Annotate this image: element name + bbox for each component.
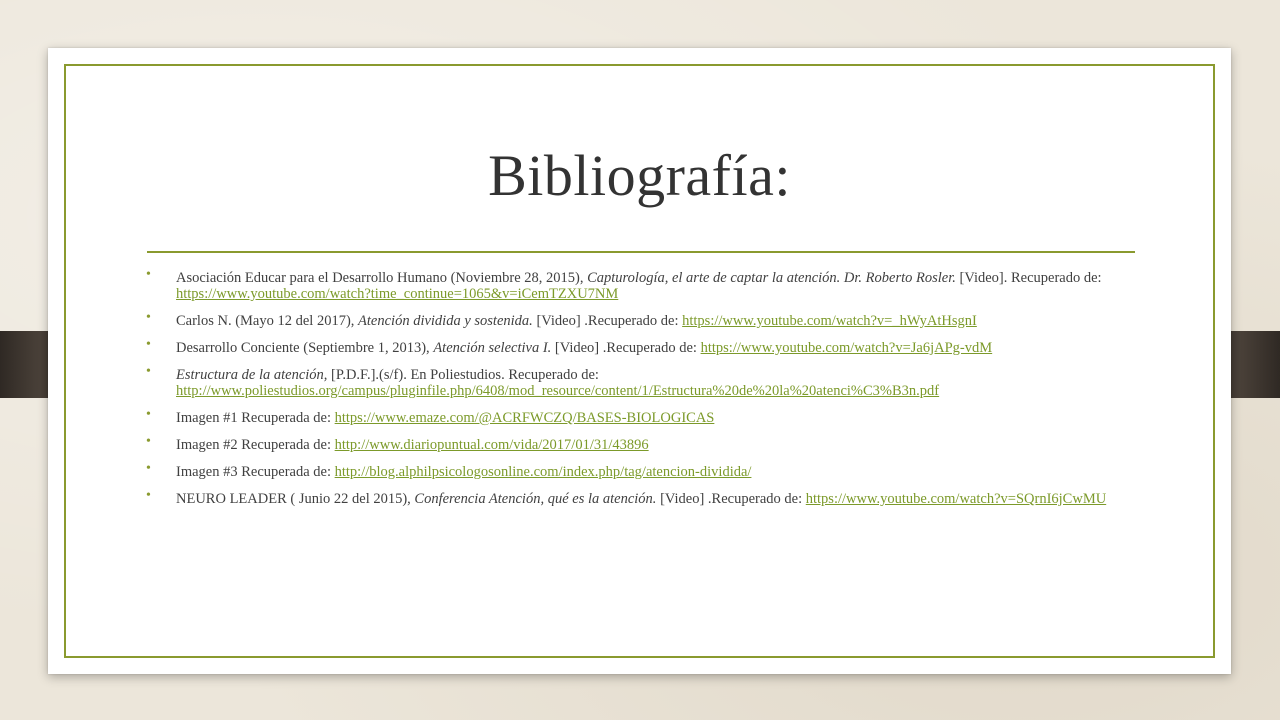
reference-item	[146, 437, 1146, 453]
reference-text: Imagen #2 Recuperada de:	[176, 437, 335, 453]
reference-item	[146, 410, 1146, 426]
reference-item	[146, 313, 1146, 329]
reference-link[interactable]: http://www.poliestudios.org/campus/pluginfile.php/6408/mod_resource/content/1/Estructura%20de%20la%20atenci%C3%B3n.pdf	[176, 383, 940, 399]
reference-text: Asociación Educar para el Desarrollo Humano (Noviembre 28, 2015),	[176, 270, 588, 286]
reference-text: Imagen #3 Recuperada de:	[176, 464, 335, 480]
reference-text: [Video] .Recuperado de:	[532, 313, 683, 329]
reference-link[interactable]: http://www.diariopuntual.com/vida/2017/01/31/43896	[334, 437, 649, 453]
title-divider	[147, 251, 1135, 253]
reference-text: Imagen #1 Recuperada de:	[176, 410, 335, 426]
reference-item	[146, 367, 1146, 399]
slide-title: Bibliografía:	[488, 143, 791, 208]
reference-title: Atención dividida y sostenida.	[358, 313, 533, 329]
reference-text: Desarrollo Conciente (Septiembre 1, 2013),	[176, 340, 434, 356]
reference-text: [Video]. Recuperado de:	[955, 270, 1102, 286]
reference-text: [Video] .Recuperado de:	[551, 340, 701, 356]
reference-title: Atención selectiva I.	[433, 340, 552, 356]
reference-link[interactable]: https://www.emaze.com/@ACRFWCZQ/BASES-BIOLOGICAS	[334, 410, 715, 426]
reference-text: [P.D.F.].(s/f). En Poliestudios. Recuperado de:	[327, 367, 599, 383]
reference-link[interactable]: https://www.youtube.com/watch?time_continue=1065&v=iCemTZXU7NM	[176, 286, 619, 302]
reference-link[interactable]: https://www.youtube.com/watch?v=_hWyAtHsgnI	[682, 313, 977, 329]
reference-item	[146, 340, 1146, 356]
reference-item	[146, 464, 1146, 480]
reference-text: NEURO LEADER ( Junio 22 del 2015),	[176, 491, 415, 507]
reference-item	[146, 491, 1146, 507]
reference-item	[146, 270, 1146, 302]
reference-title: Conferencia Atención, qué es la atención.	[414, 491, 657, 507]
reference-link[interactable]: https://www.youtube.com/watch?v=Ja6jAPg-vdM	[700, 340, 993, 356]
reference-title: Estructura de la atención,	[176, 367, 328, 383]
reference-link[interactable]: https://www.youtube.com/watch?v=SQrnI6jCwMU	[805, 491, 1107, 507]
slide-card	[48, 48, 1231, 674]
reference-text: Carlos N. (Mayo 12 del 2017),	[176, 313, 359, 329]
reference-title: Capturología, el arte de captar la atención. Dr. Roberto Rosler.	[587, 270, 956, 286]
reference-link[interactable]: http://blog.alphilpsicologosonline.com/index.php/tag/atencion-dividida/	[334, 464, 752, 480]
reference-list	[146, 270, 1146, 518]
reference-text: [Video] .Recuperado de:	[656, 491, 806, 507]
